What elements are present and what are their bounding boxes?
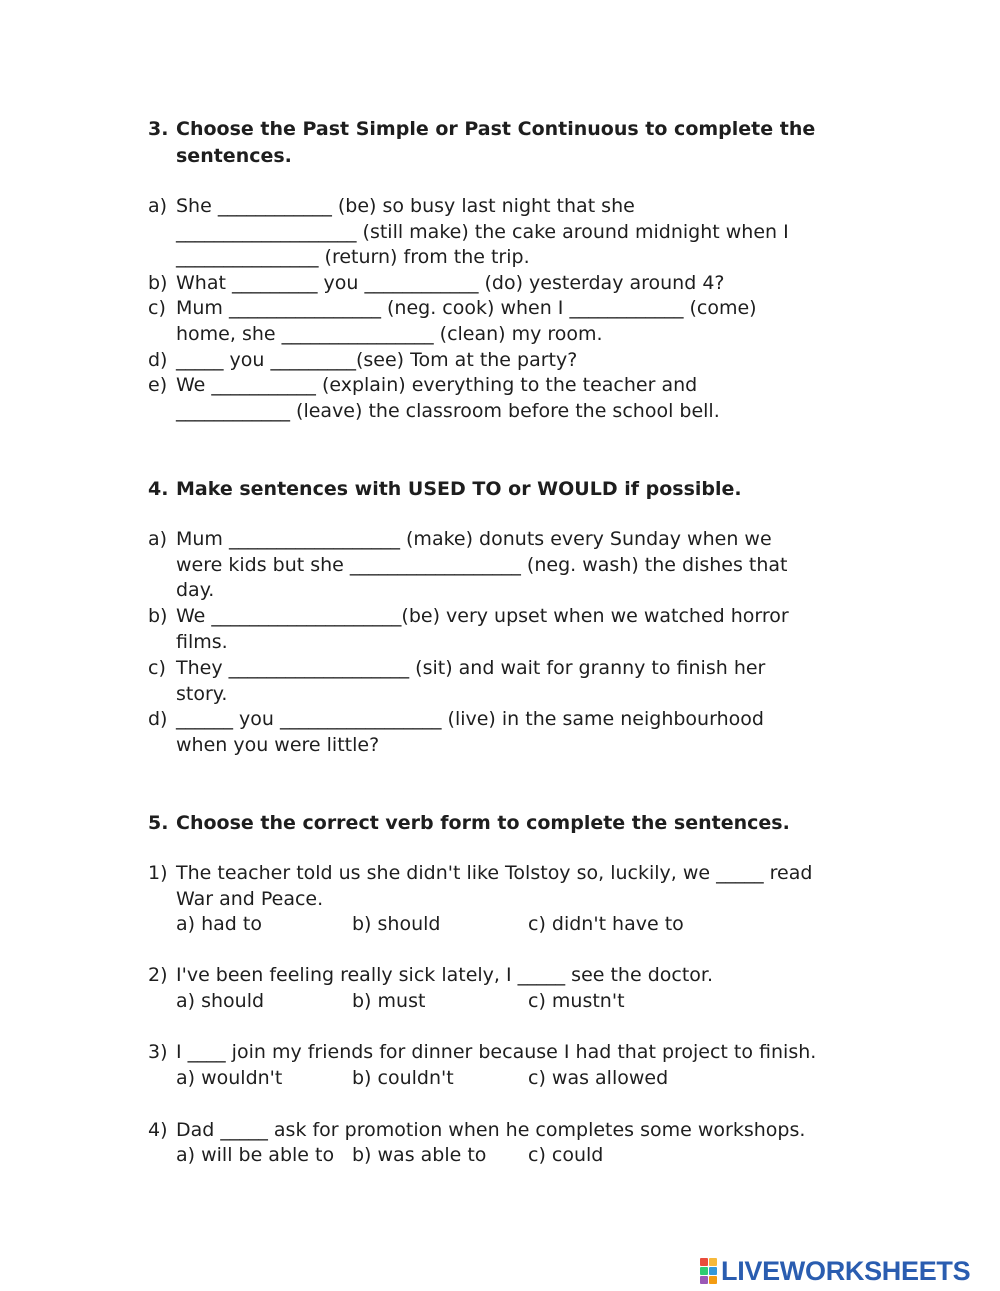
logo-tile: [709, 1276, 717, 1284]
question-number: 1): [148, 862, 168, 884]
answer-options: [176, 1143, 604, 1246]
item-line: We ___________ (explain) everything to the teacher and: [176, 374, 698, 396]
section-number: 4.: [148, 478, 169, 500]
item-label: e): [148, 374, 168, 396]
liveworksheets-logo: [700, 1256, 970, 1286]
question-number: 2): [148, 964, 168, 986]
option-b[interactable]: b) was able to: [352, 1144, 487, 1166]
option-b[interactable]: b) should: [352, 913, 441, 935]
option-c[interactable]: c) mustn't: [528, 990, 625, 1012]
option-c[interactable]: c) didn't have to: [528, 913, 684, 935]
exercise-item: [148, 348, 878, 374]
option-b[interactable]: b) must: [352, 990, 426, 1012]
item-label: a): [148, 528, 168, 550]
item-label: d): [148, 349, 168, 371]
section-heading: Make sentences with USED TO or WOULD if possible.: [176, 478, 742, 500]
question-line: I've been feeling really sick lately, I _____ see the doctor.: [176, 964, 714, 986]
question-item: [148, 1040, 878, 1066]
question-number: 3): [148, 1041, 168, 1063]
exercise-item: [148, 707, 878, 758]
question-item: [148, 861, 878, 912]
option-c[interactable]: c) was allowed: [528, 1067, 669, 1089]
question-number: 4): [148, 1119, 168, 1141]
item-line: ____________ (leave) the classroom before the school bell.: [176, 399, 720, 422]
logo-mark-icon: [700, 1258, 717, 1284]
logo-tile: [700, 1258, 708, 1266]
exercise-item: [148, 271, 878, 297]
exercise-item: [148, 296, 878, 347]
item-line: We ____________________(be) very upset when we watched horror: [176, 605, 789, 627]
option-a[interactable]: a) will be able to: [176, 1144, 335, 1166]
exercise-item: [148, 604, 878, 655]
item-line: story.: [176, 682, 228, 705]
logo-tile: [709, 1258, 717, 1266]
item-label: d): [148, 708, 168, 730]
question-line: The teacher told us she didn't like Tolstoy so, luckily, we _____ read: [176, 862, 813, 884]
item-label: a): [148, 195, 168, 217]
section-3-title: [148, 116, 848, 170]
item-line: ___________________ (still make) the cake around midnight when I: [176, 220, 789, 243]
section-number: 3.: [148, 118, 169, 140]
logo-tile: [700, 1267, 708, 1275]
item-line: _______________ (return) from the trip.: [176, 246, 530, 269]
logo-text: LIVEWORKSHEETS: [721, 1255, 971, 1286]
item-line: home, she ________________ (clean) my room.: [176, 322, 603, 345]
item-line: when you were little?: [176, 733, 380, 756]
exercise-item: [148, 527, 878, 604]
question-item: [148, 963, 878, 989]
question-line: War and Peace.: [176, 887, 324, 910]
option-c[interactable]: c) could: [528, 1144, 604, 1166]
logo-tile: [700, 1276, 708, 1284]
item-label: b): [148, 605, 168, 627]
section-heading: Choose the correct verb form to complete the sentences.: [176, 812, 790, 834]
section-heading: Choose the Past Simple or Past Continuous to complete the sentences.: [176, 118, 816, 167]
item-line: Mum __________________ (make) donuts every Sunday when we: [176, 528, 772, 550]
item-label: c): [148, 297, 166, 319]
logo-tile: [709, 1267, 717, 1275]
section-4-title: [148, 476, 848, 503]
question-line: Dad _____ ask for promotion when he completes some workshops.: [176, 1119, 806, 1141]
option-a[interactable]: a) had to: [176, 913, 262, 935]
exercise-item: [148, 656, 878, 707]
item-line: day.: [176, 579, 215, 602]
exercise-item: [148, 373, 878, 424]
section-5-title: [148, 810, 848, 837]
item-line: _____ you _________(see) Tom at the party?: [176, 349, 578, 371]
item-line: were kids but she __________________ (neg. wash) the dishes that: [176, 553, 788, 576]
question-line: I ____ join my friends for dinner because I had that project to finish.: [176, 1041, 817, 1063]
item-line: What _________ you ____________ (do) yesterday around 4?: [176, 272, 725, 294]
option-a[interactable]: a) wouldn't: [176, 1067, 283, 1089]
item-label: b): [148, 272, 168, 294]
item-line: films.: [176, 630, 228, 653]
item-line: Mum ________________ (neg. cook) when I ____________ (come): [176, 297, 757, 319]
question-item: [148, 1118, 878, 1144]
item-label: c): [148, 657, 166, 679]
item-line: ______ you _________________ (live) in the same neighbourhood: [176, 708, 764, 730]
exercise-item: [148, 194, 878, 271]
section-number: 5.: [148, 812, 169, 834]
item-line: She ____________ (be) so busy last night that she: [176, 195, 635, 217]
item-line: They ___________________ (sit) and wait for granny to finish her: [176, 657, 766, 679]
option-b[interactable]: b) couldn't: [352, 1067, 454, 1089]
option-a[interactable]: a) should: [176, 990, 265, 1012]
